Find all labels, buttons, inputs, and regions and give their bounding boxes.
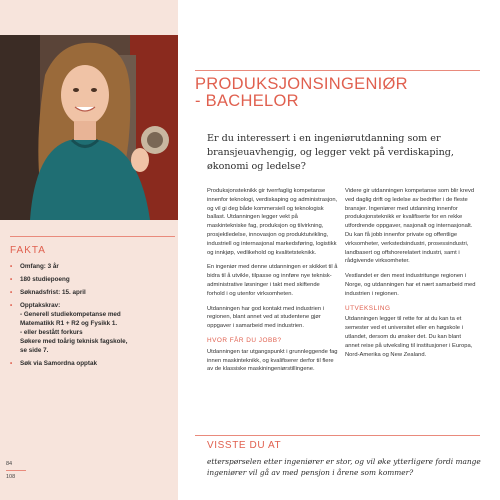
fakta-divider	[10, 236, 175, 237]
title-line-2: - BACHELOR	[195, 92, 299, 110]
text-column-right	[345, 187, 477, 365]
fakta-box	[10, 236, 172, 372]
paragraph: Utdanningen har god kontakt med industrien i regionen, blant annet ved at studentene gjør oppgaver i samarbeid med industrien.	[207, 305, 324, 330]
fakta-item: • Søk via Samordna opptak	[10, 360, 97, 367]
visste-divider	[195, 435, 480, 436]
fakta-subline: Søkere med toårig teknisk fagskole,	[20, 338, 128, 345]
section-heading: HVOR FÅR DU JOBB?	[207, 336, 282, 344]
visste-heading: VISSTE DU AT	[207, 440, 282, 451]
page-number-divider	[6, 470, 26, 471]
bullet-icon: •	[10, 289, 13, 296]
title-divider	[195, 70, 480, 71]
bullet-icon: •	[10, 302, 13, 309]
paragraph: Utdanningen tar utgangspunkt i grunnleggende fag innen maskinteknikk, og kvalifiserer derfor til flere av de klassiske maskiningeniørstillingene.	[207, 348, 338, 373]
page-number-bottom: 108	[6, 474, 16, 480]
bullet-icon: •	[10, 360, 13, 367]
paragraph: Vestlandet er den mest industritunge regionen i Norge, og utdanningen har et nært samarbeid med industrien i regionen.	[345, 273, 476, 297]
paragraph: Utdanningen legger til rette for at du kan ta et semester ved et universitet eller en høgskole i utlandet, dersom du ønsker det. Du kan blant annet reise på utveksling til institusjoner i Europa, Nord-Amerika og New Zealand.	[345, 316, 473, 358]
page-number-top: 84	[6, 461, 13, 467]
fakta-item: • Omfang: 3 år	[10, 263, 59, 270]
fakta-subline: se side 7.	[20, 347, 49, 354]
visste-text: etterspørselen etter ingeniører er stor, og vil øke ytterligere fordi mange ingeniører vil gå av med pensjon i årene som kommer?	[207, 457, 481, 477]
fakta-list	[10, 262, 172, 368]
text-column-left	[207, 187, 339, 380]
student-photo-illustration	[0, 35, 178, 220]
bullet-icon: •	[10, 263, 13, 270]
left-sidebar	[0, 0, 178, 500]
fakta-subline: - Generell studiekompetanse med	[20, 311, 121, 318]
fakta-subline: Matematikk R1 + R2 og Fysikk 1.	[20, 320, 118, 327]
paragraph: Videre gir utdanningen kompetanse som blir krevd ved daglig drift og ledelse av bedrifter i de fleste bransjer. Ingeniører med utdanning innenfor produksjonsteknikk er kvalifiserte for en rekke utfordrende oppgaver, nasjonalt og internasjonalt. Du kan få jobb innenfor private og offentlige virksomheter, verkstedsindustri, prosessindustri, landbasert og offshorerelatert industri, samt i rådgivende virksomheter.	[345, 188, 475, 265]
section-heading: UTVEKSLING	[345, 304, 391, 312]
fakta-item: • 180 studiepoeng	[10, 276, 70, 283]
fakta-subline: - eller bestått forkurs	[20, 329, 83, 336]
fakta-heading: FAKTA	[10, 245, 46, 256]
student-photo	[0, 35, 178, 220]
lead-paragraph: Er du interessert i en ingeniørutdanning som er bransjeuavhengig, og legger vekt på verdiskaping, økonomi og ledelse?	[207, 133, 454, 172]
page-title	[195, 76, 485, 110]
paragraph: En ingeniør med denne utdanningen er skikket til å bidra til å utvikle, tilpasse og innføre nye teknisk-administrative løsninger i takt med skiftende forhold i og utenfor virksomheten.	[207, 264, 338, 297]
bullet-icon: •	[10, 276, 13, 283]
fakta-item: • Opptakskrav: - Generell studiekompetanse med Matematikk R1 + R2 og Fysikk 1. - eller bestått forkurs Søkere med toårig teknisk fagskole, se side 7.	[10, 302, 128, 354]
page-numbers	[6, 459, 26, 482]
fakta-item: • Søknadsfrist: 15. april	[10, 289, 86, 296]
title-line-1: PRODUKSJONSINGENIØR	[195, 75, 408, 93]
paragraph: Produksjonsteknikk gir tverrfaglig kompetanse innenfor teknologi, verdiskaping og administrasjon, og vil gi deg både kommersiell og teknologisk ballast. Utdanningen legger vekt på maskintekniske fag, produksjon og tilvirkning, prosjektledelse, innovasjon og produktutvikling, industriell og internasjonal markedsføring, logistikk og innkjøp, vedlikehold og kvalitetsteknikk.	[207, 188, 338, 256]
